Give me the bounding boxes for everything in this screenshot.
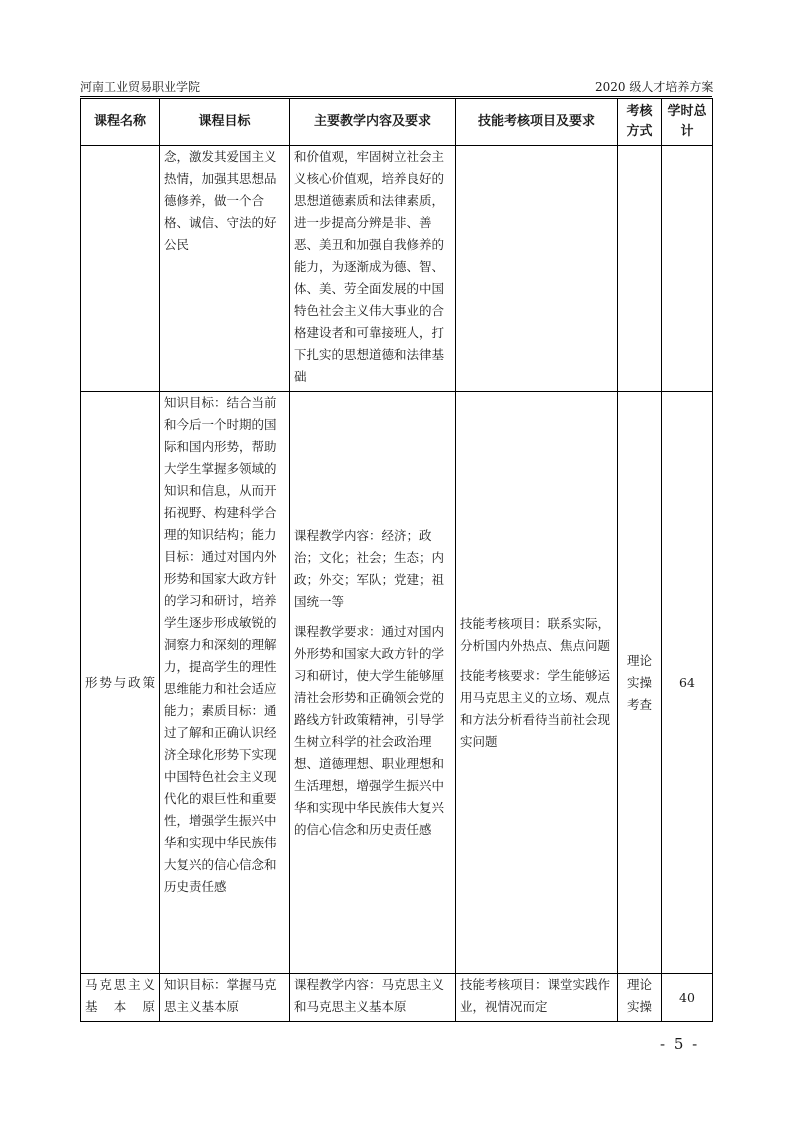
- course-table: [80, 98, 713, 1022]
- col-header-course-goal: 课程目标: [160, 99, 290, 146]
- cell-goal: 念，激发其爱国主义热情，加强其思想品德修养，做一个合格、诚信、守法的好公民: [160, 146, 290, 392]
- table-row: [81, 392, 713, 974]
- cell-skill: [456, 392, 618, 974]
- cell-method: [618, 146, 662, 392]
- header-rule: [80, 96, 712, 97]
- table-row: [81, 974, 713, 1022]
- page-number: - 5 -: [660, 1035, 700, 1053]
- col-header-content: 主要教学内容及要求: [290, 99, 456, 146]
- skill-paragraph: 技能考核项目：联系实际，分析国内外热点、焦点问题: [460, 615, 611, 653]
- col-header-hours: 学时总计: [662, 99, 713, 146]
- cell-skill: [456, 146, 618, 392]
- cell-content: [290, 392, 456, 974]
- content-paragraph: 课程教学要求：通过对国内外形势和国家大政方针的学习和研讨，使大学生能够厘清社会形势和正确领会党的路线方针政策精神，引导学生树立科学的社会政治理想、道德理想、职业理想和生活理想，增强学生振兴中华和实现中华民族伟大复兴的信心信念和历史责任感: [294, 623, 445, 837]
- header-plan-title: 2020 级人才培养方案: [595, 80, 714, 94]
- cell-goal: 知识目标：掌握马克思主义基本原: [160, 974, 290, 1022]
- cell-hours: [662, 146, 713, 392]
- cell-hours: 64: [662, 392, 713, 974]
- cell-hours: 40: [662, 974, 713, 1022]
- table-row: [81, 146, 713, 392]
- cell-method: 理论实操考查: [618, 392, 662, 974]
- col-header-method: 考核方式: [618, 99, 662, 146]
- cell-name: 形势与政策: [81, 392, 160, 974]
- header-school-name: 河南工业贸易职业学院: [80, 80, 201, 94]
- cell-goal: 知识目标：结合当前和今后一个时期的国际和国内形势，帮助大学生掌握多领域的知识和信息，从而开拓视野、构建科学合理的知识结构；能力目标：通过对国内外形势和国家大政方针的学习和研讨，培养学生逐步形成敏锐的洞察力和深刻的理解力，提高学生的理性思维能力和社会适应能力；素质目标：通过了解和正确认识经济全球化形势下实现中国特色社会主义现代化的艰巨性和重要性，增强学生振兴中华和实现中华民族伟大复兴的信心信念和历史责任感: [160, 392, 290, 974]
- cell-name: [81, 146, 160, 392]
- cell-content: 和价值观，牢固树立社会主义核心价值观，培养良好的思想道德素质和法律素质，进一步提高分辨是非、善恶、美丑和加强自我修养的能力，为逐渐成为德、智、体、美、劳全面发展的中国特色社会主义伟大事业的合格建设者和可靠接班人，打下扎实的思想道德和法律基础: [290, 146, 456, 392]
- cell-content: 课程教学内容：马克思主义和马克思主义基本原: [290, 974, 456, 1022]
- cell-name: 马克思主义基本原: [81, 974, 160, 1022]
- content-paragraph: 课程教学内容：经济；政治；文化；社会；生态；内政；外交；军队；党建；祖国统一等: [294, 527, 445, 609]
- cell-skill: 技能考核项目：课堂实践作业，视情况而定: [456, 974, 618, 1022]
- skill-paragraph: 技能考核要求：学生能够运用马克思主义的立场、观点和方法分析看待当前社会现实问题: [460, 667, 611, 749]
- table-header-row: [81, 99, 713, 146]
- cell-method: 理论实操: [618, 974, 662, 1022]
- col-header-skill: 技能考核项目及要求: [456, 99, 618, 146]
- col-header-course-name: 课程名称: [81, 99, 160, 146]
